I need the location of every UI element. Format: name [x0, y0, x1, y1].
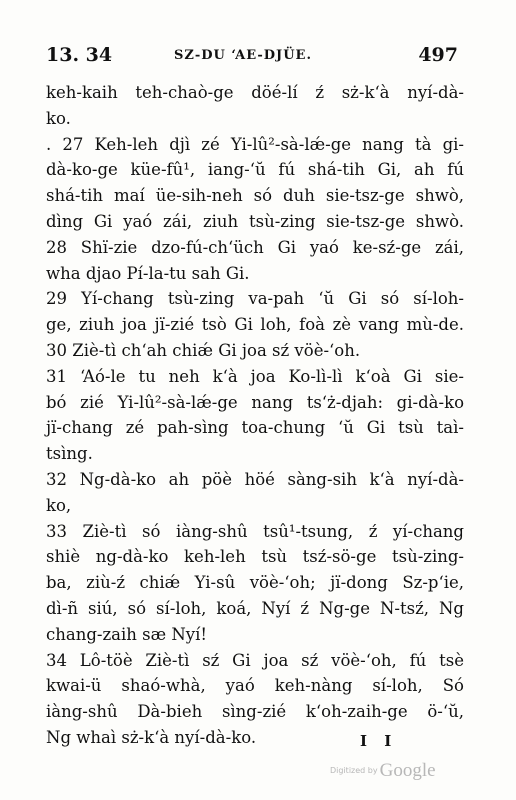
verse-29-start: 29 Yí-chang tsù-zing va-pah ‘ŭ Gi só sí-loh-	[46, 289, 464, 309]
page-number: 497	[418, 44, 458, 66]
text-line: dì-ñ siú, só sí-loh, koá, Nyí ź Ng-ge N-tsź, Ng	[46, 598, 464, 618]
chapter-verse-ref: 13. 34	[46, 44, 113, 66]
text-line: ko,	[46, 495, 72, 515]
verse-28-start: 28 Shï-zie dzo-fú-ch‘üch Gi yaó ke-sź-ge zái,	[46, 237, 464, 257]
text-line: wha djao Pí-la-tu sah Gi.	[46, 263, 250, 283]
signature-mark: I I	[360, 732, 398, 750]
digitization-watermark	[330, 760, 436, 782]
text-line: bó zié Yi-lû²-sà-lǽ-ge nang ts‘ż-djah: gi-dà-ko	[46, 392, 464, 412]
verse-30-start: 30 Ziè-tì ch‘ah chiǽ Gi joa sź vöè-‘oh.	[46, 340, 361, 360]
verse-33-start: 33 Ziè-tì só iàng-shû tsû¹-tsung, ź yí-chang	[46, 521, 464, 541]
text-line: shá-tih maí üe-sih-neh só duh sie-tsz-ge shwò,	[46, 186, 464, 206]
text-line: jï-chang zé pah-sìng toa-chung ‘ŭ Gi tsù taì-	[46, 418, 464, 438]
running-header	[46, 44, 458, 74]
text-line: Ng whaì sż-k‘à nyí-dà-ko.	[46, 727, 257, 747]
text-line: ba, ziù-ź chiǽ Yi-sû vöè-‘oh; jï-dong Sz-p‘ie,	[46, 573, 464, 593]
text-line: iàng-shû Dà-bieh sìng-zié k‘oh-zaih-ge ö-‘ŭ,	[46, 702, 464, 722]
text-line: ge, ziuh joa jï-zié tsò Gi loh, foà zè vang mù-de.	[46, 315, 464, 335]
text-line: keh-kaih teh-chaò-ge döé-lí ź sż-k‘à nyí-dà-	[46, 83, 464, 102]
verse-32-start: 32 Ng-dà-ko ah pöè höé sàng-sih k‘à nyí-dà-	[46, 469, 464, 489]
verse-31-start: 31 ‘Aó-le tu neh k‘à joa Ko-lì-lì k‘oà Gi sie-	[46, 366, 464, 386]
running-title: SZ-DU ‘AE-DJÜE.	[174, 48, 312, 63]
verse-34-start: 34 Lô-töè Ziè-tì sź Gi joa sź vöè-‘oh, fú tsè	[46, 650, 464, 670]
google-logo: Google	[379, 760, 436, 781]
verse-27-start: . 27 Keh-leh djì zé Yi-lû²-sà-lǽ-ge nang tà gi-	[46, 134, 464, 154]
text-line: ko.	[46, 108, 71, 128]
watermark-caption: Digitized by	[330, 766, 378, 775]
text-line: dà-ko-ge küe-fû¹, iang-‘ŭ fú shá-tih Gi, ah fú	[46, 160, 464, 180]
text-body	[46, 80, 464, 751]
text-line: chang-zaih sæ Nyí!	[46, 624, 208, 644]
text-line: shiè ng-dà-ko keh-leh tsù tsź-sö-ge tsù-zing-	[46, 547, 464, 567]
text-line: kwai-ü shaó-whà, yaó keh-nàng sí-loh, Só	[46, 676, 464, 696]
text-line: dìng Gi yaó zái, ziuh tsù-zing sie-tsz-ge shwò.	[46, 211, 464, 231]
text-line: tsìng.	[46, 444, 93, 464]
